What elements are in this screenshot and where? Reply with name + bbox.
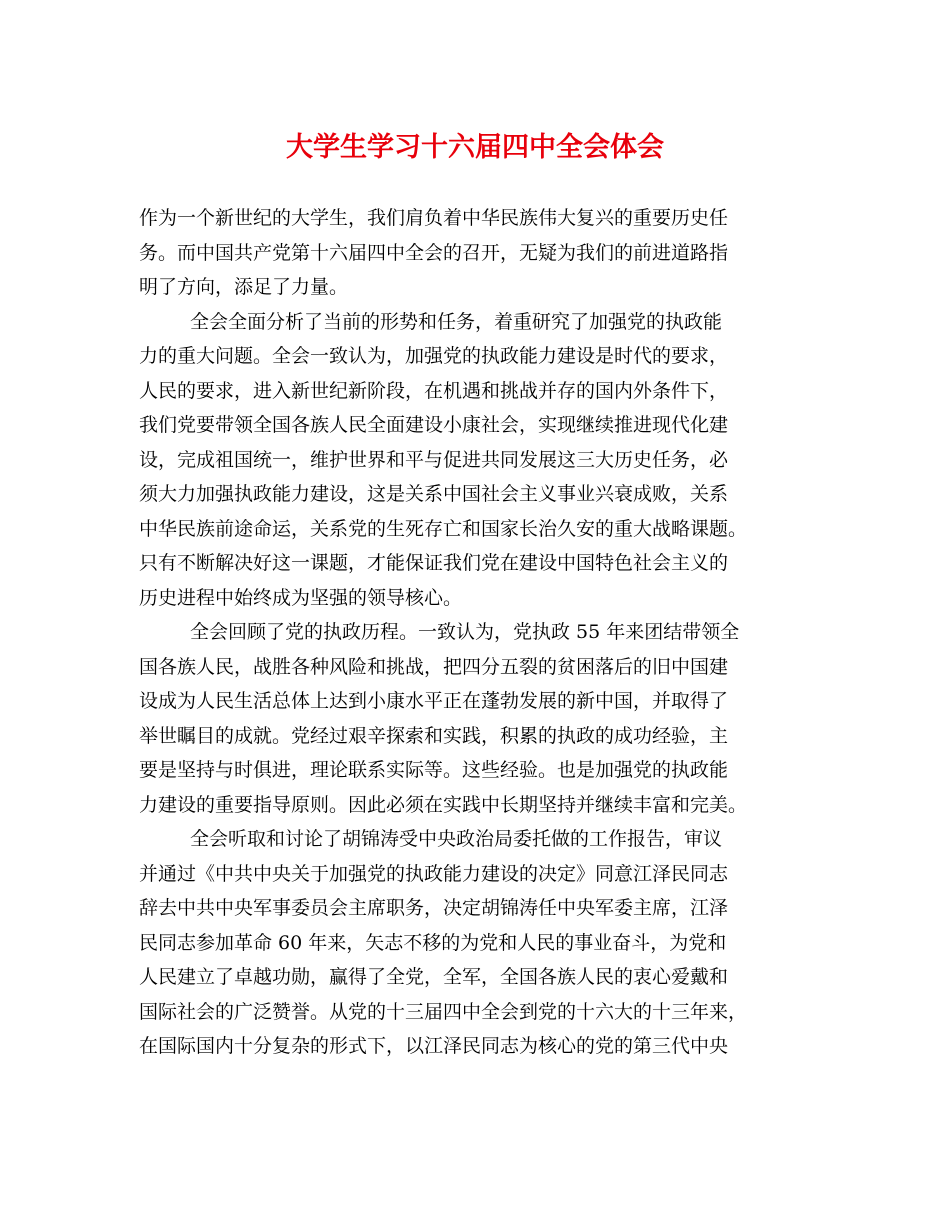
text-line: 举世瞩目的成就。党经过艰辛探索和实践，积累的执政的成功经验，主	[139, 724, 729, 747]
text-line: 国各族人民，战胜各种风险和挑战，把四分五裂的贫困落后的旧中国建	[139, 655, 729, 678]
text-line: 务。而中国共产党第十六届四中全会的召开，无疑为我们的前进道路指	[139, 241, 729, 264]
text-line: 人民建立了卓越功勋，赢得了全党，全军，全国各族人民的衷心爱戴和	[139, 966, 729, 988]
text-line: 只有不断解决好这一课题，才能保证我们党在建设中国特色社会主义的	[139, 552, 729, 574]
text-line: 要是坚持与时俱进，理论联系实际等。这些经验。也是加强党的执政能	[139, 759, 729, 781]
text-line: 人民的要求，进入新世纪新阶段，在机遇和挑战并存的国内外条件下，	[139, 379, 729, 402]
text-line: 中华民族前途命运，关系党的生死存亡和国家长治久安的重大战略课题。	[139, 517, 748, 540]
text-line: 并通过《中共中央关于加强党的执政能力建设的决定》同意江泽民同志	[139, 862, 729, 885]
text-line: 作为一个新世纪的大学生，我们肩负着中华民族伟大复兴的重要历史任	[139, 207, 729, 229]
paragraph-start-line: 全会回顾了党的执政历程。一致认为，党执政 55 年来团结带领全	[190, 621, 740, 643]
text-line: 设成为人民生活总体上达到小康水平正在蓬勃发展的新中国，并取得了	[139, 690, 729, 712]
paragraph-start-line: 全会全面分析了当前的形势和任务，着重研究了加强党的执政能	[190, 310, 723, 333]
text-line: 历史进程中始终成为坚强的领导核心。	[139, 586, 463, 609]
document-body	[139, 201, 819, 1064]
text-line: 我们党要带领全国各族人民全面建设小康社会，实现继续推进现代化建	[139, 414, 729, 436]
text-line: 民同志参加革命 60 年来，矢志不移的为党和人民的事业奋斗，为党和	[139, 931, 727, 954]
document-title: 大学生学习十六届四中全会体会	[286, 132, 664, 163]
text-line: 设，完成祖国统一，维护世界和平与促进共同发展这三大历史任务，必	[139, 448, 729, 471]
text-line: 力建设的重要指导原则。因此必须在实践中长期坚持并继续丰富和完美。	[139, 793, 748, 816]
text-line: 力的重大问题。全会一致认为，加强党的执政能力建设是时代的要求，	[139, 345, 729, 367]
text-line: 国际社会的广泛赞誉。从党的十三届四中全会到党的十六大的十三年来，	[139, 1000, 748, 1023]
text-line: 在国际国内十分复杂的形式下，以江泽民同志为核心的党的第三代中央	[139, 1035, 729, 1057]
text-line: 明了方向，添足了力量。	[139, 276, 349, 298]
text-line: 辞去中共中央军事委员会主席职务，决定胡锦涛任中央军委主席，江泽	[139, 897, 729, 919]
text-line: 须大力加强执政能力建设，这是关系中国社会主义事业兴衰成败，关系	[139, 483, 729, 505]
paragraph-start-line: 全会听取和讨论了胡锦涛受中央政治局委托做的工作报告，审议	[190, 828, 723, 850]
